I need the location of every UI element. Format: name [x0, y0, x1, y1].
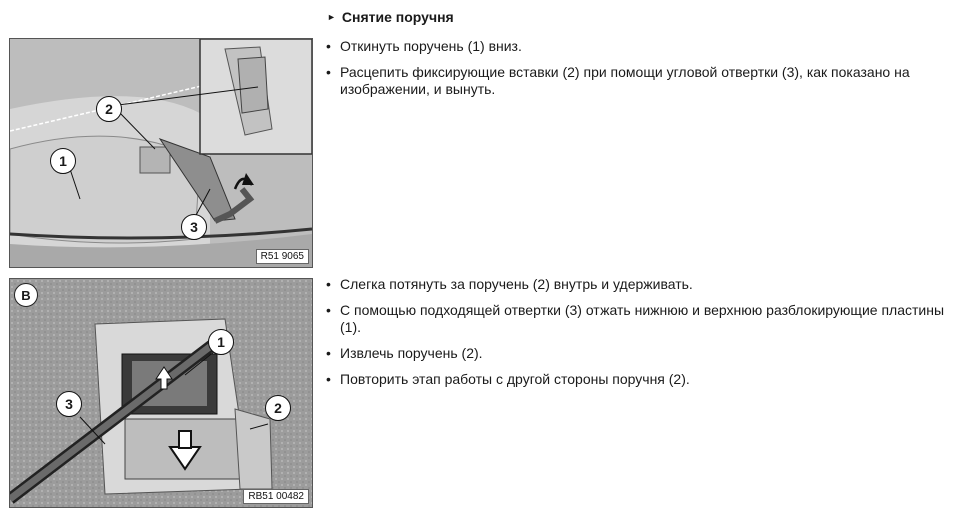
list-item	[326, 371, 946, 388]
figure-code-label: RB51 00482	[243, 489, 309, 504]
callout-2-insert: 2	[96, 96, 122, 122]
step-text: Слегка потянуть за поручень (2) внутрь и удерживать.	[340, 276, 693, 292]
callout-3-screwdriver: 3	[181, 214, 207, 240]
bullet-icon: •	[326, 64, 331, 80]
callout-1-release-plate: 1	[208, 329, 234, 355]
instruction-list-2	[326, 276, 946, 397]
figure-armrest-fold-down	[9, 38, 313, 268]
figure-2-illustration	[10, 279, 312, 507]
section-heading	[327, 9, 454, 25]
figure-letter-badge: B	[14, 283, 38, 307]
list-item	[326, 276, 946, 293]
list-item	[326, 302, 946, 336]
bullet-icon: •	[326, 371, 331, 387]
step-text: С помощью подходящей отвертки (3) отжать нижнюю и верхнюю разблокирующие пластины (1).	[340, 302, 945, 335]
triangle-marker-icon: ►	[327, 12, 336, 22]
callout-2-armrest: 2	[265, 395, 291, 421]
callout-1-armrest: 1	[50, 148, 76, 174]
step-text: Откинуть поручень (1) вниз.	[340, 38, 522, 54]
bullet-icon: •	[326, 302, 331, 318]
step-text: Расцепить фиксирующие вставки (2) при помощи угловой отвертки (3), как показано на изображении, и вынуть.	[340, 64, 910, 97]
bullet-icon: •	[326, 276, 331, 292]
step-text: Извлечь поручень (2).	[340, 345, 483, 361]
step-text: Повторить этап работы с другой стороны поручня (2).	[340, 371, 690, 387]
figure-code-label: R51 9065	[256, 249, 309, 264]
list-item	[326, 64, 960, 98]
list-item	[326, 38, 960, 55]
bullet-icon: •	[326, 345, 331, 361]
instruction-list-1	[326, 38, 960, 107]
list-item	[326, 345, 946, 362]
bullet-icon: •	[326, 38, 331, 54]
callout-3-screwdriver: 3	[56, 391, 82, 417]
heading-title: Снятие поручня	[341, 9, 454, 25]
figure-armrest-release	[9, 278, 313, 508]
